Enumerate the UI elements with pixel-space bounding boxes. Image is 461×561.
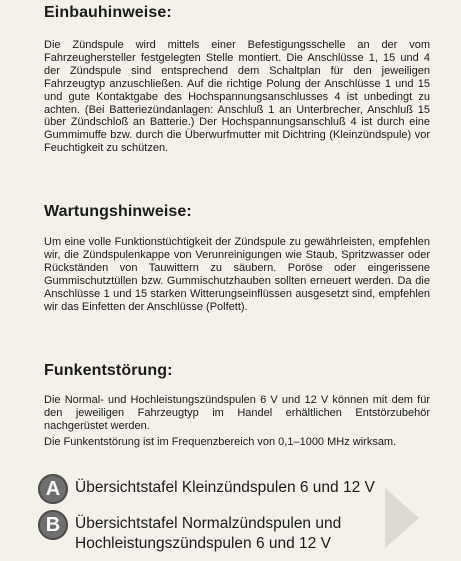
wartungshinweise-text: Um eine volle Funktionstüchtigkeit der Zündspule zu gewährleisten, empfehlen wir, die Zündspulenkappe von Verunreinigungen wie Staub, Spritzwasser oder Rückständen von Tauwittern zu säubern. Poröse oder eingerissene Gummischutztüllen bzw. Gummischutzhauben sollten erneuert werden. Da die Anschlüsse 1 und 15 starken Witterungseinflüssen ausgesetzt sind, empfehlen wir das Einfetten der Anschlüsse (Polfett). [44,236,430,313]
overview-b [38,510,395,554]
funkentstoerung-frequenz-text: Die Funkentstörung ist im Frequenzbereich von 0,1–1000 MHz wirksam. [44,436,397,448]
einbauhinweise-text: Die Zündspule wird mittels einer Befestigungsschelle an der vom Fahrzeughersteller festgelegten Stelle montiert. Die Anschlüsse 1, 15 und 4 der Zündspule sind entsprechend dem Schaltplan für den jeweiligen Fahrzeugtyp anzuschließen. Auf die richtige Polung der Anschlüsse 1 und 15 und gute Kontaktgabe des Hochspannungsanschlusses 4 ist unbedingt zu achten. (Bei Batteriezündanlagen: Anschluß 1 an Unterbrecher, Anschluß 15 über Zündschloß an Batterie.) Der Hochspannungsanschluß 4 ist durch eine Gummimuffe bzw. durch die Überwurfmutter mit Dichtring (Kleinzündspule) vor Feuchtigkeit zu schützen. [44,39,430,155]
heading-funkentstoerung: Funkentstörung: [44,362,173,379]
heading-wartungshinweise: Wartungshinweise: [44,203,192,220]
heading-einbauhinweise: Einbauhinweise: [44,4,172,21]
overview-b-text: Übersichtstafel Normalzündspulen und Hochleistungszündspulen 6 und 12 V [75,515,342,552]
overview-a [38,474,405,504]
page-turn-arrow-icon [385,488,419,548]
letter-badge-b: B [38,510,68,540]
funkentstoerung-text: Die Normal- und Hochleistungszündspulen 6 V und 12 V können mit dem für den jeweiligen Fahrzeugtyp im Handel erhältlichen Entstörzubehör nachgerüstet werden. [44,394,430,432]
overview-a-text: Übersichtstafel Kleinzündspulen 6 und 12 V [75,479,375,496]
letter-badge-a: A [38,474,68,504]
